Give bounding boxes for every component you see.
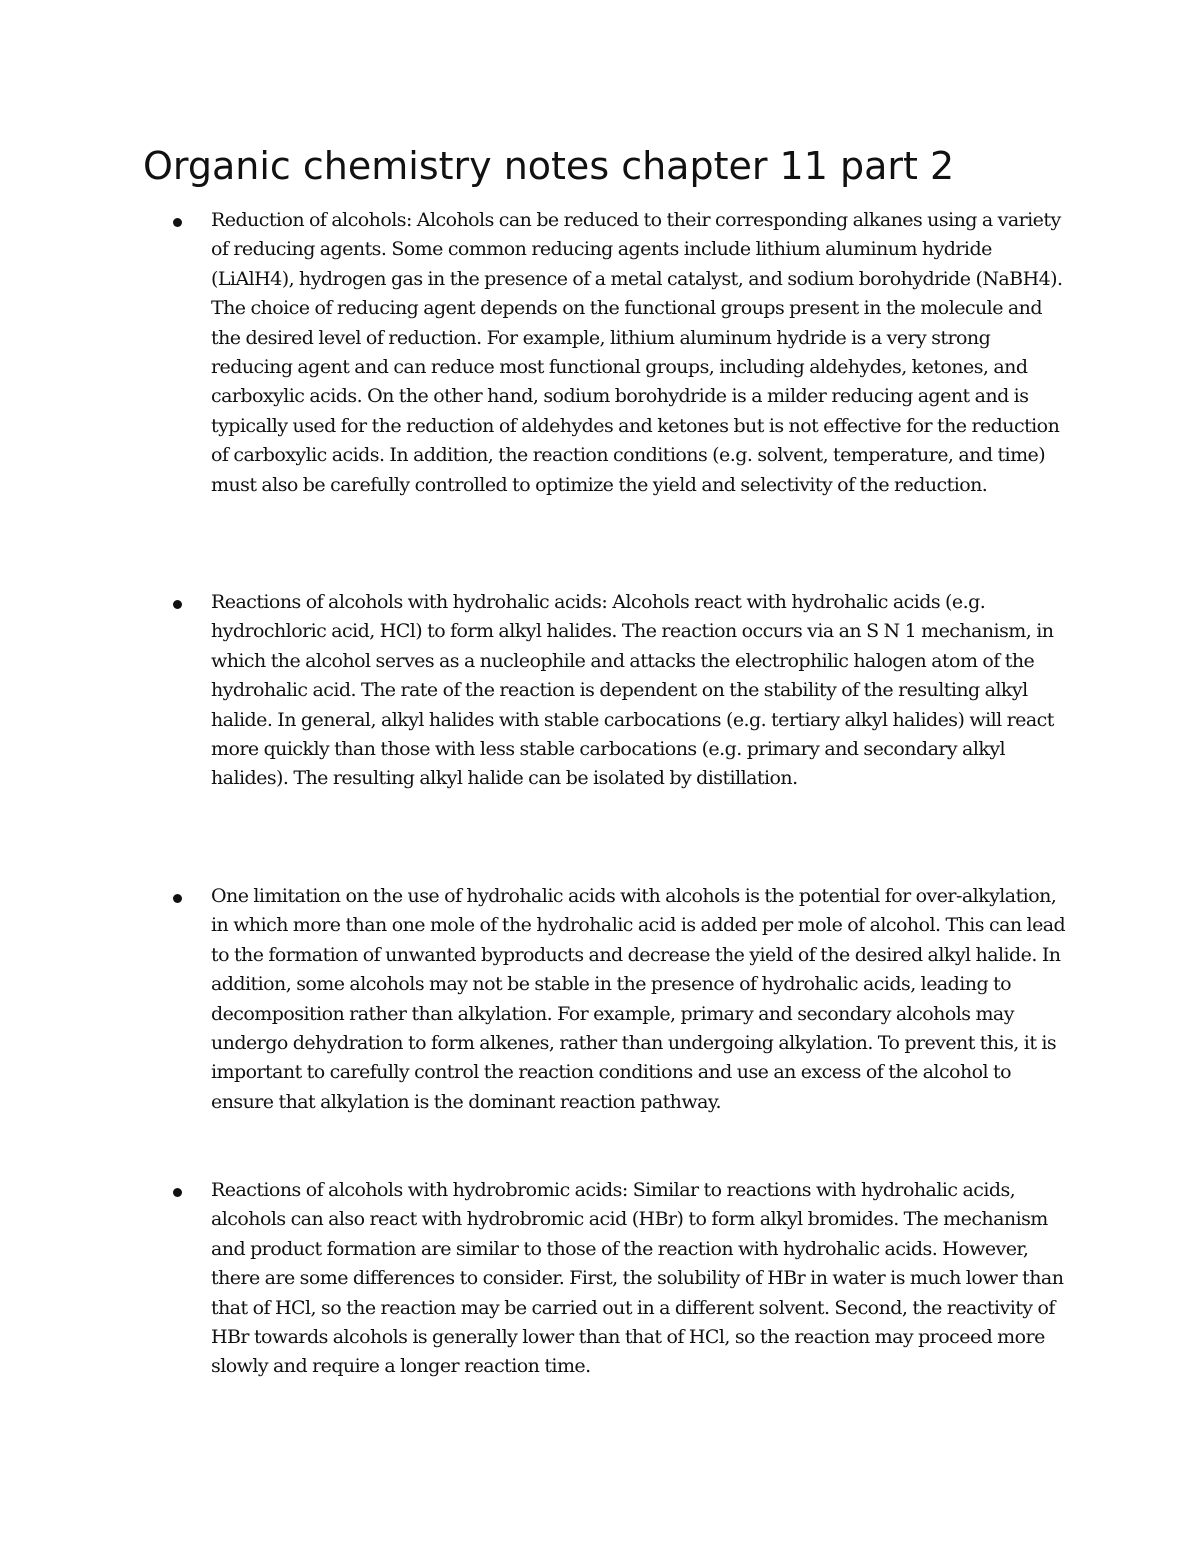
bullet-text: One limitation on the use of hydrohalic acids with alcohols is the potential for over-alkylation, in which more than one mole of the hydrohalic acid is added per mole of alcohol. This can lead to the formation of unwanted byproducts and decrease the yield of the desired alkyl halide. In addition, some alcohols may not be stable in the presence of hydrohalic acids, leading to decomposition rather than alkylation. For example, primary and secondary alcohols may undergo dehydration to form alkenes, rather than undergoing alkylation. To prevent this, it is important to carefully control the reaction conditions and use an excess of the alcohol to ensure that alkylation is the dominant reaction pathway. [211,885,1066,1113]
bullet-text: Reactions of alcohols with hydrohalic acids: Alcohols react with hydrohalic acids (e.g. hydrochloric acid, HCl) to form alkyl halides. The reaction occurs via an S N 1 mechanism, in which the alcohol serves as a nucleophile and attacks the electrophilic halogen atom of the hydrohalic acid. The rate of the reaction is dependent on the stability of the resulting alkyl halide. In general, alkyl halides with stable carbocations (e.g. tertiary alkyl halides) will react more quickly than those with less stable carbocations (e.g. primary and secondary alkyl halides). The resulting alkyl halide can be isolated by distillation. [211,591,1054,790]
bullet-icon [173,1188,182,1197]
bullet-icon [173,218,182,227]
bullet-icon [173,600,182,609]
bullet-icon [173,894,182,903]
bullet-text: Reduction of alcohols: Alcohols can be reduced to their corresponding alkanes using a variety of reducing agents. Some common reducing agents include lithium aluminum hydride (LiAlH4), hydrogen gas in the presence of a metal catalyst, and sodium borohydride (NaBH4). The choice of reducing agent depends on the functional groups present in the molecule and the desired level of reduction. For example, lithium aluminum hydride is a very strong reducing agent and can reduce most functional groups, including aldehydes, ketones, and carboxylic acids. On the other hand, sodium borohydride is a milder reducing agent and is typically used for the reduction of aldehydes and ketones but is not effective for the reduction of carboxylic acids. In addition, the reaction conditions (e.g. solvent, temperature, and time) must also be carefully controlled to optimize the yield and selectivity of the reduction. [211,209,1063,496]
page-title: Organic chemistry notes chapter 11 part 2 [143,144,955,188]
bullet-text: Reactions of alcohols with hydrobromic acids: Similar to reactions with hydrohalic acids, alcohols can also react with hydrobromic acid (HBr) to form alkyl bromides. The mechanism and product formation are similar to those of the reaction with hydrohalic acids. However, there are some differences to consider. First, the solubility of HBr in water is much lower than that of HCl, so the reaction may be carried out in a different solvent. Second, the reactivity of HBr towards alcohols is generally lower than that of HCl, so the reaction may proceed more slowly and require a longer reaction time. [211,1179,1064,1378]
